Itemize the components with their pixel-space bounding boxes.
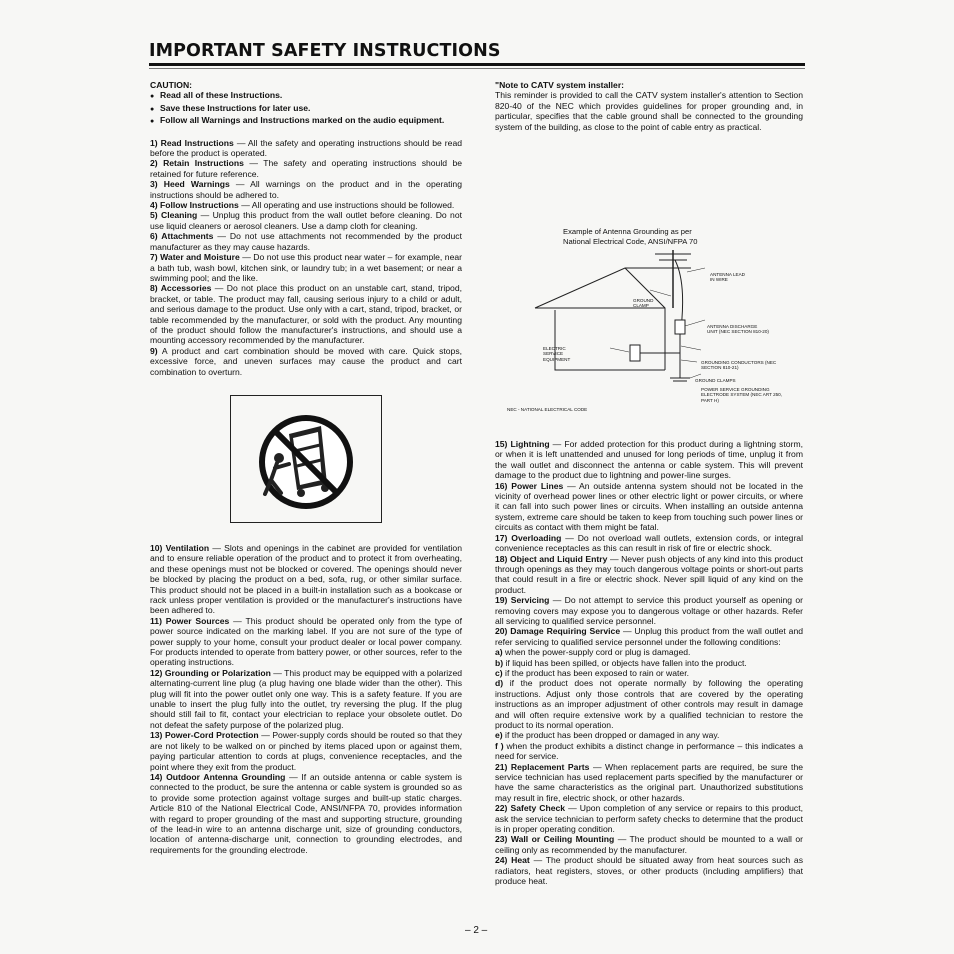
right-column [495,80,803,887]
instruction-23: 23) Wall or Ceiling Mounting — The product should be mounted to a wall or ceiling only as recommended by the manufacturer. [495,834,803,855]
instruction-9: 9) A product and cart combination should be moved with care. Quick stops, excessive force, and uneven surfaces may cause the product and cart combination to overturn. [150,345,462,377]
instruction-5: 5) Cleaning — Unplug this product from the wall outlet before cleaning. Do not use liquid cleaners or aerosol cleaners. Use a damp cloth for cleaning. [150,210,462,231]
antenna-grounding-figure [495,132,803,413]
condition-d: d) if the product does not operate normally by following the operating instructions. Adjust only those controls that are covered by the operating instructions as an improper adjustment of other controls may result in damage and will often require extensive work by a qualified technician to restore the product to its normal operation. [495,678,803,730]
title-rule-thin [149,68,805,69]
caution-bullet: ● Read all of these Instructions. [150,90,462,102]
instruction-19: 19) Servicing — Do not attempt to service this product yourself as opening or removing covers may expose you to dangerous voltage or other hazards. Refer all servicing to qualified service personnel. [495,595,804,626]
instruction-17: 17) Overloading — Do not overload wall outlets, extension cords, or integral convenience receptacles as this can result in risk of fire or electric shock. [495,532,803,554]
page-title: IMPORTANT SAFETY INSTRUCTIONS [149,41,501,61]
instruction-11: 11) Power Sources — This product should be operated only from the type of power source indicated on the marking label. If you are not sure of the type of power supply to your home, consult your product dealer or local power company. For products intended to operate from battery power, or other sources, refer to the operating instructions. [150,615,462,668]
caution-heading: CAUTION: [150,80,193,90]
instruction-12: 12) Grounding or Polarization — This product may be equipped with a polarized alternating-current line plug (a plug having one blade wider than the other). This plug will fit into the power outlet only one way. This is a safety feature. If you are unable to insert the plug fully into the outlet, try reversing the plug. If the plug should still fail to fit, contact your electrician to replace your obsolete outlet. Do not defeat the safety purpose of the polarized plug. [150,667,463,730]
instruction-16: 16) Power Lines — An outside antenna system should not be located in the vicinity of overhead power lines or other electric light or power circuits, or where it can fall into such power lines or circuits. When installing an outside antenna system, extreme care should be taken to keep from touching such power lines or circuits as contact with them might be fatal. [495,480,803,533]
label-nec: NEC - NATIONAL ELECTRICAL CODE [507,407,588,413]
cart-tipover-icon [231,396,381,522]
label-grounding-conductors: GROUNDING CONDUCTORS (NEC SECTION 810-21) [701,360,777,371]
label-ground-clamps: GROUND CLAMPS [695,378,736,384]
instruction-15: 15) Lightning — For added protection for this product during a lightning storm, or when it is left unattended and unused for long periods of time, unplug it from the wall outlet and disconnect the antenna or cable system. This will prevent damage to the product due to lightning and power-line surges. [495,439,803,481]
condition-a: a) when the power-supply cord or plug is damaged. [495,647,691,658]
instruction-22: 22) Safety Check — Upon completion of any service or repairs to this product, ask the service technician to perform safety checks to determine that the product is in proper operating condition. [495,803,803,835]
instruction-10: 10) Ventilation — Slots and openings in the cabinet are provided for ventilation and to ensure reliable operation of the product and to protect it from overheating, and these openings must not be blocked or covered. The openings should never be blocked by placing the product on a bed, sofa, rug, or other similar surface. This product should not be placed in a built-in installation such as a bookcase or rack unless proper ventilation is provided or the manufacturer's instructions have been adhered to. [150,542,462,616]
title-rule [149,63,805,66]
page-number: – 2 – [465,925,488,936]
instruction-21: 21) Replacement Parts — When replacement parts are required, be sure the service technician has used replacement parts specified by the manufacturer or have the same characteristics as the original part. Unauthorized substitutions may result in fire, electric shock, or other hazards. [495,761,804,803]
condition-e: e) if the product has been dropped or damaged in any way. [495,730,720,741]
instruction-2: 2) Retain Instructions — The safety and operating instructions should be retained for future reference. [150,158,463,179]
label-ground-clamp: GROUND CLAMP [633,298,654,309]
instruction-7: 7) Water and Moisture — Do not use this product near water – for example, near a bath tub, wash bowl, kitchen sink, or laundry tub; in a wet basement; or near a swimming pool; and the like. [150,252,462,283]
instruction-8: 8) Accessories — Do not place this product on an unstable cart, stand, tripod, bracket, or table. The product may fall, causing serious injury to a child or adult, and serious damage to the product. Use only with a cart, stand, tripod, bracket, or table recommended by the manufacturer, or sold with the product. Any mounting of the product should follow the manufacturer's instructions, and should use a mounting accessory recommended by the manufacturer. [150,283,462,346]
catv-note-heading: "Note to CATV system installer: [495,80,625,90]
label-discharge-unit: ANTENNA DISCHARGE UNIT (NEC SECTION 810-20) [707,324,769,335]
cart-warning-figure [230,395,382,523]
instruction-1: 1) Read Instructions — All the safety and operating instructions should be read before the product is operated. [150,137,462,159]
instruction-20: 20) Damage Requiring Service — Unplug this product from the wall outlet and refer servicing to qualified service personnel under the following conditions: [495,626,804,647]
catv-note-text: This reminder is provided to call the CATV system installer's attention to Section 820-40 of the NEC which provides guidelines for proper grounding and, in particular, specifies that the cable ground shall be connected to the grounding system of the building, as close to the point of cable entry as practical. [495,90,803,132]
caution-bullet: ● Follow all Warnings and Instructions marked on the audio equipment. [150,115,462,127]
label-antenna-lead: ANTENNA LEAD IN WIRE [710,272,745,283]
instruction-18: 18) Object and Liquid Entry — Never push objects of any kind into this product through openings as they may touch dangerous voltage points or short-out parts that could result in a fire or electric shock. Never spill liquid of any kind on the product. [495,553,803,595]
condition-c: c) if the product has been exposed to rain or water. [495,667,689,678]
instruction-14: 14) Outdoor Antenna Grounding — If an outside antenna or cable system is connected to the product, be sure the antenna or cable system is grounded so as to provide some protection against voltage surges and built-up static charges. Article 810 of the National Electrical Code, ANSI/NFPA 70, provides information with regard to proper grounding of the mast and supporting structure, grounding of the lead-in wire to an antenna discharge unit, size of grounding conductors, location of antenna-discharge unit, connection to grounding electrodes, and requirements for the grounding electrode. [150,771,462,855]
condition-b: b) if liquid has been spilled, or objects have fallen into the product. [495,657,747,668]
instruction-6: 6) Attachments — Do not use attachments not recommended by the product manufacturer as they may cause hazards. [150,231,462,252]
instruction-4: 4) Follow Instructions — All operating and use instructions should be followed. [150,200,455,211]
instruction-13: 13) Power-Cord Protection — Power-supply cords should be routed so that they are not likely to be walked on or pinched by items placed upon or against them, paying particular attention to cords at plugs, convenience receptacles, and the point where they exit from the product. [150,730,462,772]
label-power-service: POWER SERVICE GROUNDING ELECTRODE SYSTEM (NEC ART 250, PART H) [701,387,783,403]
antenna-figure-caption: Example of Antenna Grounding as per National Electrical Code, ANSI/NFPA 70 [563,227,698,246]
caution-bullet: ● Save these Instructions for later use. [150,103,462,115]
instruction-3: 3) Heed Warnings — All warnings on the product and in the operating instructions should be adhered to. [150,179,462,200]
instruction-24: 24) Heat — The product should be situated away from heat sources such as radiators, heat registers, stoves, or other products (including amplifiers) that produce heat. [495,855,804,887]
label-electric-service: ELECTRIC SERVICE EQUIPMENT [543,346,571,362]
condition-f: f ) when the product exhibits a distinct change in performance – this indicates a need for service. [495,740,803,762]
left-column [150,80,462,855]
